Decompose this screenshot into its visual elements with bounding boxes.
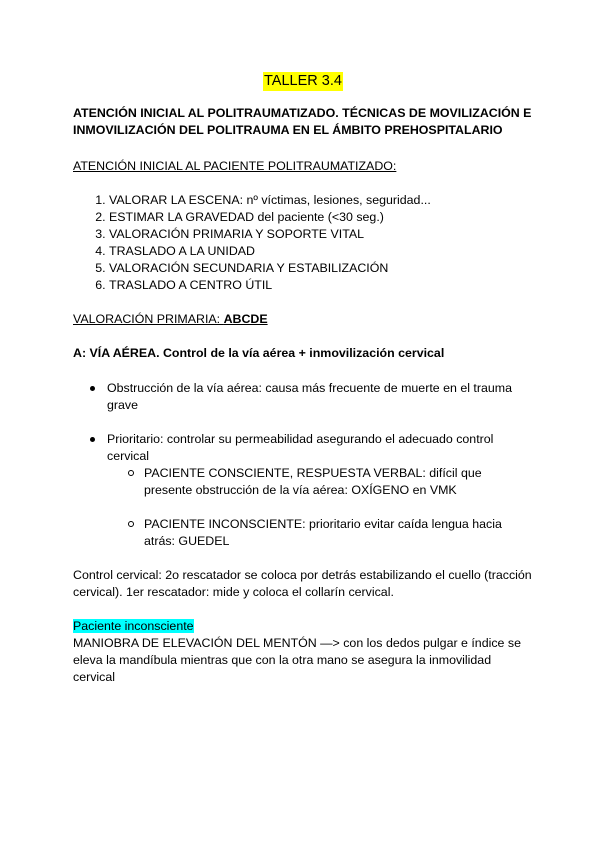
- title-wrap: [73, 72, 533, 92]
- bullet-circle-icon: [128, 521, 134, 527]
- bullet-dot-icon: [90, 386, 95, 391]
- list-item: 6. TRASLADO A CENTRO ÚTIL: [109, 277, 533, 294]
- section-heading-abcde: ABCDE: [223, 312, 268, 326]
- bullet-text: Obstrucción de la vía aérea: causa más frecuente de muerte en el trauma grave: [107, 381, 512, 412]
- bullet-circle-icon: [128, 470, 134, 476]
- sub-bullet-text: PACIENTE INCONSCIENTE: prioritario evitar caída lengua hacia atrás: GUEDEL: [144, 517, 502, 548]
- list-item: [144, 465, 533, 499]
- page-title: TALLER 3.4: [264, 73, 342, 89]
- sub-bullet-list: [107, 465, 533, 550]
- list-item: 2. ESTIMAR LA GRAVEDAD del paciente (<30 seg.): [109, 209, 533, 226]
- list-item: 5. VALORACIÓN SECUNDARIA Y ESTABILIZACIÓN: [109, 260, 533, 277]
- sub-bullet-text: PACIENTE CONSCIENTE, RESPUESTA VERBAL: difícil que presente obstrucción de la vía aérea: OXÍGENO en VMK: [144, 466, 482, 497]
- section-heading-atencion: ATENCIÓN INICIAL AL PACIENTE POLITRAUMATIZADO:: [73, 159, 397, 173]
- list-item: 1. VALORAR LA ESCENA: nº víctimas, lesiones, seguridad...: [109, 192, 533, 209]
- list-item: [107, 380, 533, 414]
- highlighted-label: Paciente inconsciente: [73, 619, 194, 633]
- main-heading: ATENCIÓN INICIAL AL POLITRAUMATIZADO. TÉCNICAS DE MOVILIZACIÓN E INMOVILIZACIÓN DEL POLITRAUMA EN EL ÁMBITO PREHOSPITALARIO: [73, 106, 532, 137]
- maniobra-text: MANIOBRA DE ELEVACIÓN DEL MENTÓN —> con los dedos pulgar e índice se eleva la mandíbula mientras que con la otra mano se asegura la inmovilidad cervical: [73, 636, 521, 684]
- bullet-dot-icon: [90, 437, 95, 442]
- bullet-text: Prioritario: controlar su permeabilidad asegurando el adecuado control cervical: [107, 432, 494, 463]
- bullet-list: [73, 380, 533, 550]
- list-item: 3. VALORACIÓN PRIMARIA Y SOPORTE VITAL: [109, 226, 533, 243]
- control-cervical-text: Control cervical: 2o rescatador se coloca por detrás estabilizando el cuello (tracción cervical). 1er rescatador: mide y coloca el collarín cervical.: [73, 568, 532, 599]
- section-heading-valoracion: [73, 311, 533, 328]
- steps-list: [73, 192, 533, 294]
- list-item: [144, 516, 533, 550]
- section-heading-prefix: VALORACIÓN PRIMARIA:: [73, 312, 224, 326]
- maniobra-block: [73, 618, 533, 686]
- list-item: 4. TRASLADO A LA UNIDAD: [109, 243, 533, 260]
- subheading-via-aerea: A: VÍA AÉREA. Control de la vía aérea + inmovilización cervical: [73, 346, 445, 360]
- document-page: [73, 72, 533, 686]
- list-item: [107, 431, 533, 550]
